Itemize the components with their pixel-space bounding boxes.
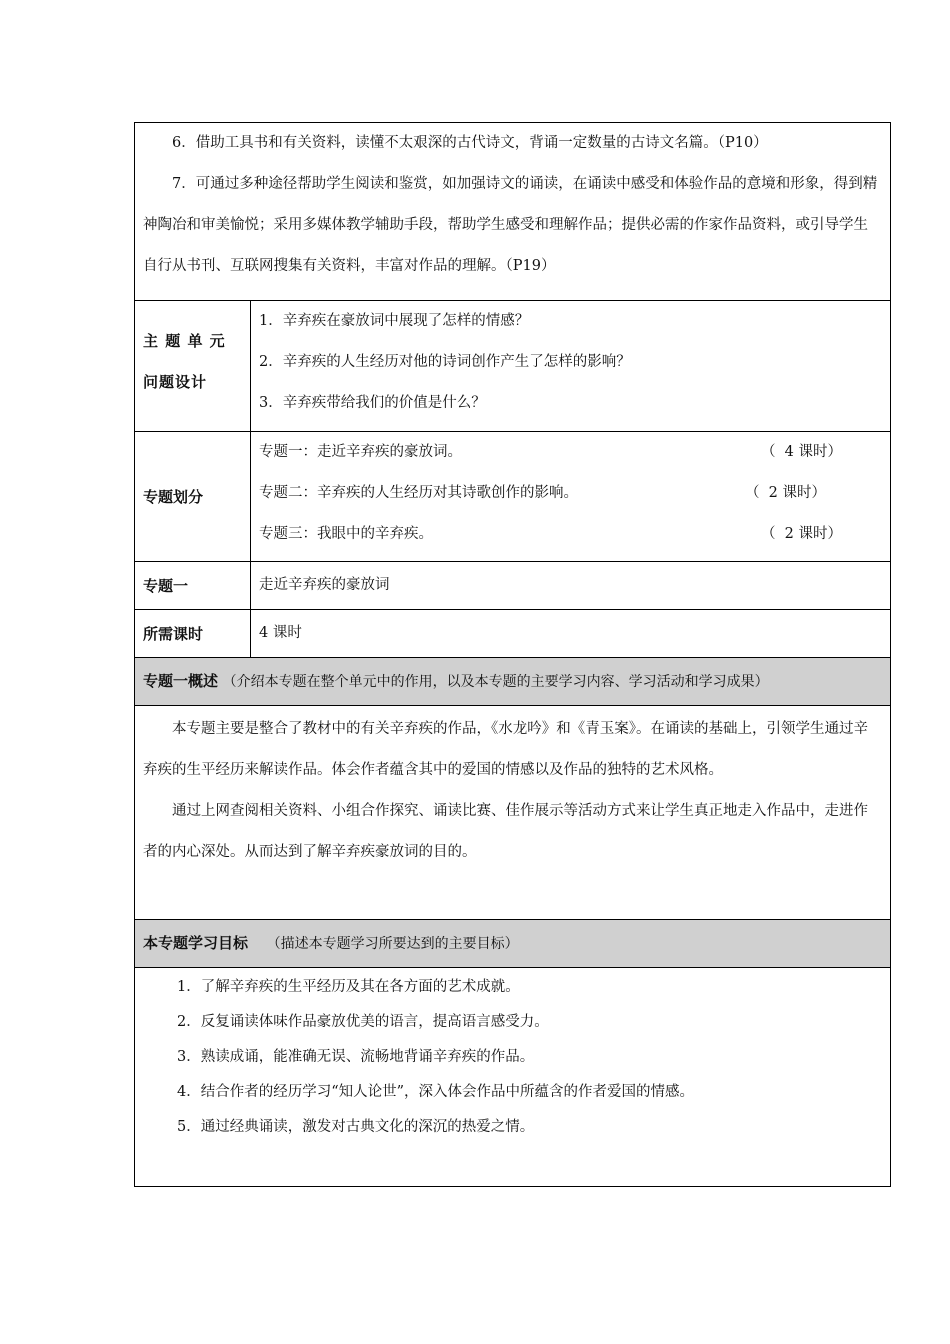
topic-item — [251, 432, 890, 473]
lesson-plan-sheet — [134, 122, 891, 1187]
topic-hours: （ 2 课时） — [760, 526, 842, 542]
topic-hours: （ 4 课时） — [760, 444, 842, 460]
goals-body-row — [135, 968, 891, 1187]
standard-paragraph-6: 6．借助工具书和有关资料，读懂不太艰深的古代诗文，背诵一定数量的古诗文名篇。（P10） — [172, 135, 768, 151]
topic-name: 专题二：辛弃疾的人生经历对其诗歌创作的影响。 — [259, 485, 578, 501]
goals-header-row — [135, 920, 891, 968]
question-item: 2．辛弃疾的人生经历对他的诗词创作产生了怎样的影响？ — [259, 354, 631, 370]
overview-paragraph: 本专题主要是整合了教材中的有关辛弃疾的作品，《水龙吟》和《青玉案》。在诵读的基础上，引领学生通过辛弃疾的生平经历来解读作品。体会作者蕴含其中的爱国的情感以及作品的独特的艺术风格。 — [143, 721, 868, 778]
goal-item: 2．反复诵读体味作品豪放优美的语言，提高语言感受力。 — [177, 1014, 549, 1030]
lesson-plan-table — [134, 122, 891, 1187]
hours-label: 所需课时 — [143, 625, 204, 643]
topic-hours: （ 2 课时） — [744, 485, 826, 501]
goals-title: 本专题学习目标 — [143, 933, 249, 952]
topic-item — [251, 473, 890, 514]
topic-item — [251, 514, 890, 555]
hours-row — [135, 610, 891, 658]
topics-label: 专题划分 — [143, 488, 204, 506]
topic1-value: 走近辛弃疾的豪放词 — [259, 577, 390, 593]
question-item: 3．辛弃疾带给我们的价值是什么？ — [259, 395, 486, 411]
questions-row — [135, 301, 891, 432]
goal-item: 4．结合作者的经历学习“知人论世”，深入体会作品中所蕴含的作者爱国的情感。 — [177, 1084, 695, 1100]
goal-item: 1．了解辛弃疾的生平经历及其在各方面的艺术成就。 — [177, 979, 520, 995]
topic1-label: 专题一 — [143, 577, 189, 595]
topic-name: 专题一：走近辛弃疾的豪放词。 — [259, 444, 462, 460]
standards-row — [135, 123, 891, 301]
topics-row — [135, 432, 891, 562]
overview-hint: （介绍本专题在整个单元中的作用，以及本专题的主要学习内容、学习活动和学习成果） — [222, 673, 769, 690]
overview-title: 专题一概述 — [143, 671, 219, 690]
goals-hint: （描述本专题学习所要达到的主要目标） — [266, 935, 519, 952]
overview-header-row — [135, 658, 891, 706]
topic-name: 专题三：我眼中的辛弃疾。 — [259, 526, 433, 542]
standard-paragraph-7: 7．可通过多种途径帮助学生阅读和鉴赏，如加强诗文的诵读，在诵读中感受和体验作品的意境和形象，得到精神陶冶和审美愉悦；采用多媒体教学辅助手段，帮助学生感受和理解作品；提供必需的作家作品资料，或引导学生自行从书刊、互联网搜集有关资料，丰富对作品的理解。（P19） — [143, 176, 878, 274]
overview-paragraph: 通过上网查阅相关资料、小组合作探究、诵读比赛、佳作展示等活动方式来让学生真正地走入作品中，走进作者的内心深处。从而达到了解辛弃疾豪放词的目的。 — [143, 803, 868, 860]
question-item: 1．辛弃疾在豪放词中展现了怎样的情感？ — [259, 313, 530, 329]
questions-label: 主 题 单 元 问题设计 — [143, 332, 226, 391]
overview-body-row — [135, 706, 891, 920]
hours-value: 4 课时 — [259, 625, 302, 641]
topic1-row — [135, 562, 891, 610]
goal-item: 5．通过经典诵读，激发对古典文化的深沉的热爱之情。 — [177, 1119, 535, 1135]
goal-item: 3．熟读成诵，能准确无误、流畅地背诵辛弃疾的作品。 — [177, 1049, 535, 1065]
